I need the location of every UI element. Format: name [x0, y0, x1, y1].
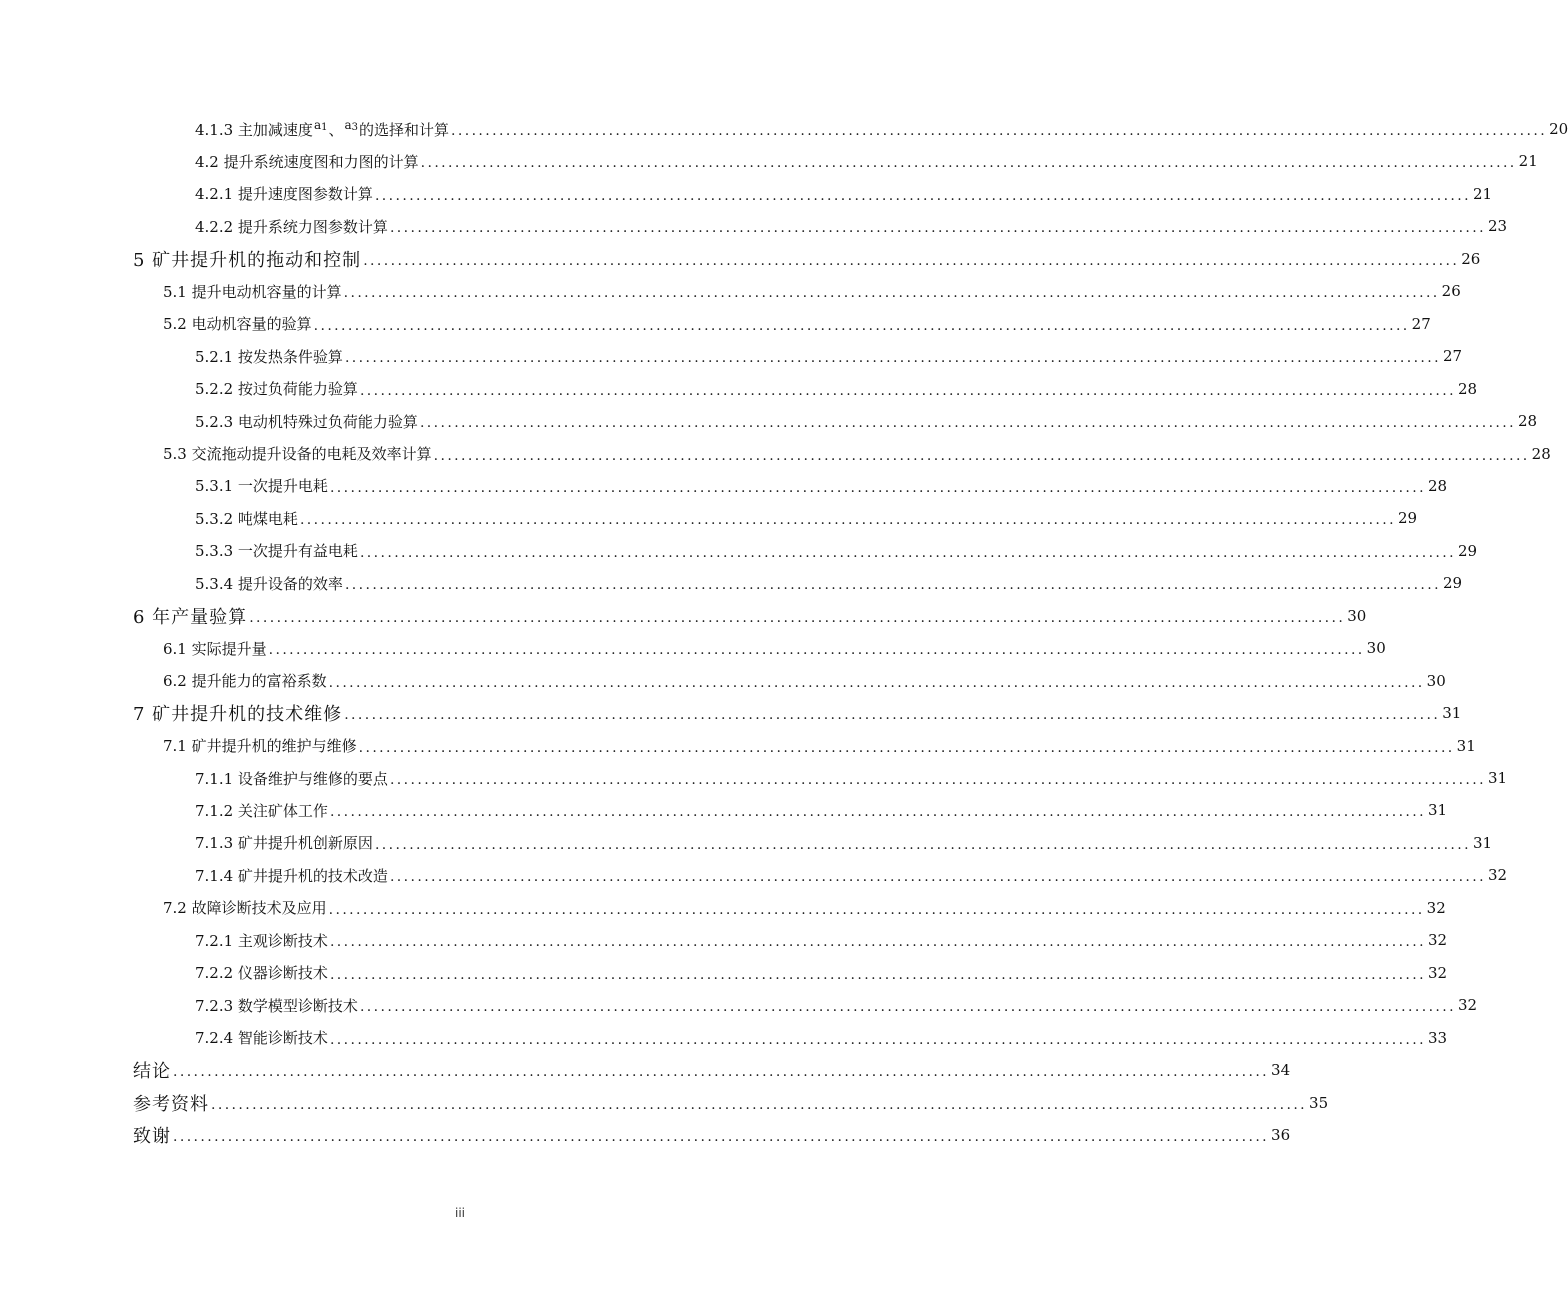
- toc-entry-page-number: 21: [1472, 184, 1493, 203]
- toc-entry-page-number: 28: [1427, 476, 1448, 495]
- toc-entry-page-number: 30: [1366, 639, 1386, 658]
- toc-entry-title: 7.1.4 矿井提升机的技术改造: [195, 866, 388, 885]
- dot-leader: ................................................................................................................................................................: [419, 415, 1516, 432]
- symbol-letter: a: [344, 118, 352, 132]
- toc-entry-page-number: 31: [1487, 769, 1508, 787]
- toc-entry-title: 5.2.3 电动机特殊过负荷能力验算: [195, 412, 418, 431]
- toc-entry-page-number: 32: [1457, 996, 1478, 1015]
- symbol-subscript: 3: [351, 122, 359, 133]
- toc-entry-page-number: 31: [1472, 833, 1493, 852]
- toc-entry[interactable]: [133, 600, 1367, 632]
- dot-leader: ................................................................................................................................................................: [344, 707, 1441, 724]
- toc-entry-title: 7.1.3 矿井提升机创新原因: [195, 834, 373, 853]
- dot-leader: ................................................................................................................................................................: [268, 642, 1365, 659]
- toc-entry-title-text: 4.1.3 主加减速度: [195, 121, 313, 139]
- dot-leader: ................................................................................................................................................................: [313, 317, 1410, 334]
- dot-leader: ................................................................................................................................................................: [344, 577, 1441, 594]
- toc-entry-title: 7.2.2 仪器诊断技术: [195, 964, 328, 983]
- toc-entry-page-number: 31: [1442, 704, 1462, 723]
- dot-leader: ................................................................................................................................................................: [344, 350, 1441, 367]
- toc-entry-page-number: 28: [1457, 379, 1478, 398]
- toc-entry-title: 6.2 提升能力的富裕系数: [163, 672, 327, 691]
- toc-entry-title: 5.3.2 吨煤电耗: [195, 509, 298, 528]
- toc-entry-page-number: 23: [1487, 217, 1508, 236]
- toc-entry[interactable]: [195, 470, 1448, 502]
- toc-entry[interactable]: [195, 210, 1508, 242]
- toc-entry[interactable]: [133, 1119, 1291, 1151]
- dot-leader: ................................................................................................................................................................: [299, 512, 1396, 529]
- dot-leader: ................................................................................................................................................................: [359, 544, 1456, 561]
- toc-entry[interactable]: [195, 859, 1508, 891]
- dot-leader: ................................................................................................................................................................: [374, 836, 1471, 853]
- toc-entry-page-number: 27: [1411, 314, 1431, 333]
- toc-entry-page-number: 29: [1442, 574, 1463, 593]
- toc-entry-page-number: 32: [1426, 898, 1446, 917]
- toc-entry-page-number: 30: [1347, 606, 1367, 625]
- dot-leader: ................................................................................................................................................................: [329, 1031, 1426, 1048]
- toc-entry[interactable]: [195, 989, 1478, 1021]
- toc-entry-title: 6.1 实际提升量: [163, 639, 267, 658]
- dot-leader: ................................................................................................................................................................: [173, 1128, 1270, 1145]
- toc-entry[interactable]: [195, 113, 1568, 145]
- toc-entry[interactable]: [133, 697, 1462, 729]
- dot-leader: ................................................................................................................................................................: [359, 382, 1456, 399]
- toc-entry-title: 7.2 故障诊断技术及应用: [163, 899, 327, 918]
- dot-leader: ................................................................................................................................................................: [420, 155, 1517, 172]
- toc-entry-page-number: 28: [1531, 444, 1551, 463]
- toc-entry[interactable]: [195, 405, 1538, 437]
- separator: 、: [328, 121, 344, 139]
- toc-entry[interactable]: [163, 275, 1461, 307]
- dot-leader: ................................................................................................................................................................: [249, 609, 1346, 626]
- toc-entry[interactable]: [195, 762, 1508, 794]
- acceleration-symbol-a1: [314, 118, 328, 132]
- toc-entry-title: 7.1 矿井提升机的维护与维修: [163, 737, 357, 756]
- toc-entry-page-number: 21: [1518, 152, 1538, 171]
- toc-entry[interactable]: [163, 892, 1446, 924]
- dot-leader: ................................................................................................................................................................: [374, 187, 1471, 204]
- symbol-letter: a: [313, 118, 322, 132]
- toc-entry-title: 5.3.1 一次提升电耗: [195, 477, 328, 496]
- toc-entry[interactable]: [195, 924, 1448, 956]
- toc-entry[interactable]: [195, 340, 1463, 372]
- toc-entry-title: 5.1 提升电动机容量的计算: [163, 282, 342, 301]
- dot-leader: ................................................................................................................................................................: [359, 999, 1456, 1016]
- toc-entry[interactable]: [163, 665, 1446, 697]
- toc-entry[interactable]: [163, 438, 1551, 470]
- toc-entry-title: 致谢: [133, 1125, 171, 1147]
- dot-leader: ................................................................................................................................................................: [389, 869, 1486, 886]
- toc-entry-title: 7.1.2 关注矿体工作: [195, 801, 328, 820]
- symbol-subscript: 1: [321, 122, 328, 133]
- toc-entry-page-number: 26: [1461, 249, 1481, 268]
- toc-entry-title-text: 的选择和计算: [359, 121, 450, 139]
- toc-entry[interactable]: [133, 1087, 1329, 1119]
- dot-leader: ................................................................................................................................................................: [343, 285, 1440, 302]
- toc-entry-page-number: 29: [1457, 541, 1478, 560]
- toc-entry-page-number: 29: [1397, 509, 1418, 528]
- toc-entry-page-number: 32: [1487, 866, 1508, 885]
- toc-entry[interactable]: [163, 308, 1431, 340]
- toc-entry-title: [195, 118, 449, 140]
- toc-entry-title: 7.1.1 设备维护与维修的要点: [195, 769, 388, 788]
- toc-entry-page-number: 20: [1549, 120, 1568, 138]
- dot-leader: ................................................................................................................................................................: [329, 479, 1426, 496]
- toc-entry[interactable]: [133, 1054, 1291, 1086]
- toc-entry-title: 4.2.2 提升系统力图参数计算: [195, 217, 388, 236]
- toc-entry-page-number: 27: [1442, 347, 1463, 366]
- toc-entry-title: 5.2 电动机容量的验算: [163, 315, 312, 334]
- toc-entry-title: 7 矿井提升机的技术维修: [133, 704, 343, 726]
- toc-entry-title: 7.2.4 智能诊断技术: [195, 1029, 328, 1048]
- dot-leader: ................................................................................................................................................................: [358, 739, 1455, 756]
- page-number-footer: iii: [454, 1206, 465, 1220]
- toc-entry[interactable]: [195, 535, 1478, 567]
- dot-leader: ................................................................................................................................................................: [173, 1064, 1270, 1081]
- toc-entry[interactable]: [163, 730, 1476, 762]
- toc-entry[interactable]: [195, 502, 1418, 534]
- toc-entry-page-number: 32: [1427, 963, 1448, 982]
- toc-entry-title: 7.2.1 主观诊断技术: [195, 931, 328, 950]
- toc-entry[interactable]: [133, 243, 1481, 275]
- dot-leader: ................................................................................................................................................................: [329, 934, 1426, 951]
- toc-entry-title: 5.3 交流拖动提升设备的电耗及效率计算: [163, 445, 432, 463]
- toc-entry-page-number: 31: [1427, 801, 1448, 820]
- toc-entry-title: 6 年产量验算: [133, 606, 248, 628]
- toc-entry-page-number: 32: [1427, 931, 1448, 950]
- toc-entry-title: 7.2.3 数学模型诊断技术: [195, 996, 358, 1015]
- toc-entry-page-number: 35: [1309, 1093, 1329, 1112]
- toc-entry-title: 5.3.3 一次提升有益电耗: [195, 542, 358, 561]
- toc-entry-title: 5.2.1 按发热条件验算: [195, 347, 343, 366]
- toc-entry-title: 4.2.1 提升速度图参数计算: [195, 185, 373, 204]
- toc-entry-title: 参考资料: [133, 1093, 209, 1115]
- toc-entry-page-number: 34: [1271, 1061, 1291, 1080]
- toc-entry-title: 结论: [133, 1061, 171, 1083]
- toc-entry[interactable]: [195, 567, 1463, 599]
- toc-entry[interactable]: [195, 827, 1493, 859]
- dot-leader: ................................................................................................................................................................: [211, 1096, 1308, 1113]
- toc-entry[interactable]: [195, 794, 1448, 826]
- dot-leader: ................................................................................................................................................................: [451, 123, 1548, 139]
- toc-entry-page-number: 36: [1271, 1125, 1291, 1144]
- dot-leader: ................................................................................................................................................................: [433, 447, 1530, 464]
- dot-leader: ................................................................................................................................................................: [328, 901, 1425, 918]
- toc-entry[interactable]: [163, 632, 1386, 664]
- dot-leader: ................................................................................................................................................................: [329, 804, 1426, 821]
- toc-entry-page-number: 31: [1456, 736, 1476, 755]
- dot-leader: ................................................................................................................................................................: [389, 772, 1486, 788]
- toc-entry-page-number: 30: [1426, 671, 1446, 690]
- toc-entry-page-number: 28: [1517, 412, 1538, 431]
- toc-entry-page-number: 33: [1427, 1028, 1448, 1047]
- dot-leader: ................................................................................................................................................................: [389, 220, 1486, 237]
- toc-entry-title: 5.2.2 按过负荷能力验算: [195, 380, 358, 399]
- toc-entry[interactable]: [195, 145, 1538, 177]
- toc-entry[interactable]: [195, 957, 1448, 989]
- dot-leader: ................................................................................................................................................................: [329, 966, 1426, 983]
- toc-entry-page-number: 26: [1441, 282, 1461, 301]
- dot-leader: ................................................................................................................................................................: [328, 674, 1425, 691]
- toc-entry-title: 5.3.4 提升设备的效率: [195, 574, 343, 593]
- toc-entry[interactable]: [195, 373, 1478, 405]
- toc-entry-title: 5 矿井提升机的拖动和控制: [133, 249, 362, 271]
- toc-entry-title: 4.2 提升系统速度图和力图的计算: [195, 152, 419, 171]
- toc-entry[interactable]: [195, 1022, 1448, 1054]
- acceleration-symbol-a3: [344, 118, 358, 132]
- dot-leader: ................................................................................................................................................................: [363, 252, 1460, 269]
- toc-entry[interactable]: [195, 178, 1493, 210]
